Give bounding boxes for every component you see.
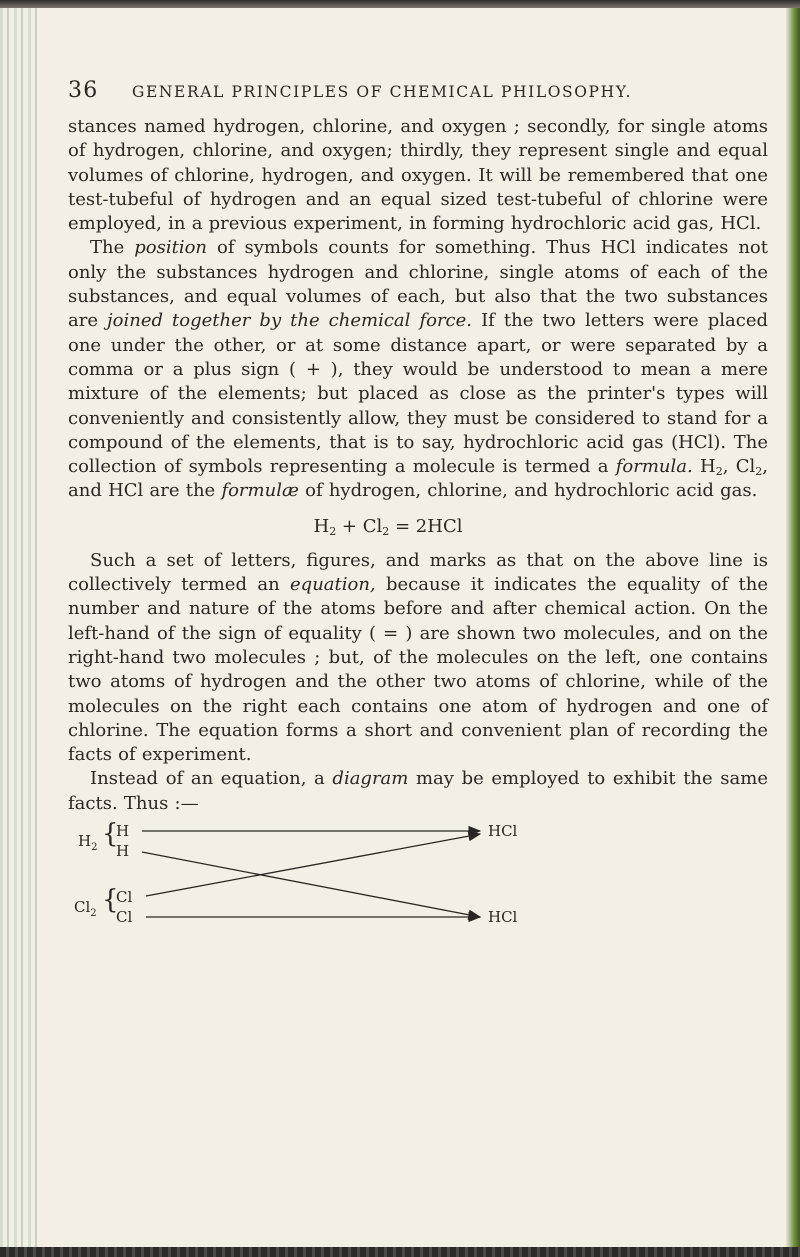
emphasis-formula: formula. — [615, 456, 693, 478]
reaction-diagram-svg — [68, 820, 768, 940]
hydrogen-molecule-label: $H_2$ — [78, 832, 98, 854]
chlorine-atom-2: Cl — [116, 908, 133, 927]
paragraph-4: Instead of an equation, a diagram may be employed to exhibit the same facts. Thus :— — [68, 768, 768, 814]
product-hcl-top: HCl — [488, 822, 518, 841]
emphasis-diagram: diagram — [332, 768, 409, 790]
running-head-title: GENERAL PRINCIPLES OF CHEMICAL PHILOSOPHY. — [132, 83, 633, 101]
book-page — [68, 78, 768, 940]
emphasis-formulae: formulæ — [221, 480, 299, 502]
product-hcl-bottom: HCl — [488, 908, 518, 927]
chlorine-brace: { — [102, 885, 119, 916]
paragraph-3: Such a set of letters, figures, and marks as that on the above line is collectively termed an equation, because it indicates the equality of the number and nature of the atoms before and after chemical action. On the left-hand of the sign of equality ( = ) are shown two molecules, and on the right-hand two molecules ; but, of the molecules on the left, one contains two atoms of hydrogen and the other two atoms of chlorine, while of the molecules on the right each contains one atom of hydrogen and one of chlorine. The equation forms a short and convenient plan of recording the facts of experiment. — [68, 549, 769, 766]
hydrogen-atom-1: H — [116, 822, 130, 841]
running-head — [68, 78, 768, 103]
arrow-h-to-hcl-bottom — [142, 852, 480, 917]
arrow-cl-to-hcl-top — [146, 834, 480, 896]
emphasis-position: position — [134, 237, 208, 259]
hydrogen-atom-2: H — [116, 842, 130, 861]
reaction-diagram — [68, 820, 768, 940]
scan-top-edge — [0, 0, 800, 8]
paragraph-1: stances named hydrogen, chlorine, and oxygen ; secondly, for single atoms of hydrogen, chlorine, and oxygen; thirdly, they represent single and equal volumes of chlorine, hydrogen, and oxygen. It will be remembered that one test-tubeful of hydrogen and an equal sized test-tubeful of chlorine were employed, in a previous experiment, in forming hydrochloric acid gas, HCl. — [68, 116, 768, 235]
page-number: 36 — [68, 78, 99, 103]
scan-bottom-edge — [0, 1247, 800, 1257]
chlorine-atom-1: Cl — [116, 888, 133, 907]
emphasis-joined-together: joined together by the chemical force. — [107, 310, 473, 332]
paragraph-2: The position of symbols counts for something. Thus HCl indicates not only the substances hydrogen and chlorine, single atoms of each of the substances, and equal volumes of each, but also that the two substances are joined together by the chemical force. If the two letters were placed one under the other, or at some distance apart, or were separated by a comma or a plus sign ( + ), they would be understood to mean a mere mixture of the elements; but placed as close as the printer's types will conveniently and consistently allow, they must be considered to stand for a compound of the elements, that is to say, hydrochloric acid gas (HCl). The collection of symbols representing a molecule is termed a formula. $H_2$, $Cl_2$, and HCl are the formulæ of hydrogen, chlorine, and hydrochloric acid gas. — [68, 237, 768, 502]
emphasis-equation: equation, — [290, 574, 376, 596]
hydrogen-brace: { — [102, 820, 119, 850]
scan-binding-edge — [0, 0, 38, 1257]
chlorine-molecule-label: $Cl_2$ — [74, 898, 97, 920]
scan-right-edge — [786, 0, 800, 1257]
equation: $H_2 + Cl_2 = 2HCl$ — [313, 515, 463, 538]
